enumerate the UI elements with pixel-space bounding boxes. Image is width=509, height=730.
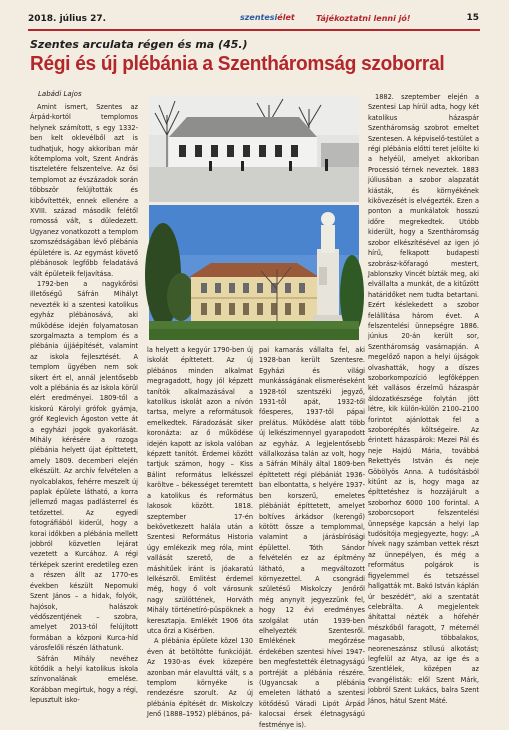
article-column-1: [30, 102, 138, 708]
article-column-4: [368, 92, 479, 708]
page-header: [0, 0, 509, 34]
header-divider: [28, 29, 480, 31]
photo-new-parish-trinity-statue: [149, 205, 359, 340]
paragraph: 1792-ben a nagykőrösi illetőségű Sáfrán Mihályt nevezték ki a szentesi katolikus egyház plébánosává, aki működése idején folyamatosan szorgalmazta a templom és a plébánia újjáépítését, valamint az iskola fejlesztését. A templom ügyében nem sok sikert ért el, annál jelentősebb volt a plébánia és az iskola körül elért eredményei. 1809-től a kiskorú Károlyi grófok gyámja, gróf Keglevich Ágoston vette át a egyházi jogok gyakorlását. Mihály kérésére a rozoga plébánia helyett újat építtetett, amely 1809. decemberi elején elkészült. Az archív felvételen a nyolcablakos, fehérre meszelt új paplak épülete látható, a korra jellemző magas padlásterrel és tetőzettel. Az egyedi fotográfiából kiderül, hogy a korai időkben a plébánia mellett jobbról közvetlen lejárat vezetett a Kurcához. A régi térképek szerint eredetileg ezen a részen állt az 1770-es években készült Nepomuki Szent János – a hidak, folyók, hajósok, halászok védőszentjének – szobra, amelyet 2013-tól felújított formában a közponi Kurca-híd városfelőli részén láthatunk.: [30, 279, 138, 653]
paragraph: la helyett a kegyúr 1790-ben új iskolát építtetett. Az új plébános minden alkalmat megragadott, hogy jól képzett tanítók alkalmazásával a katolikus iskolát azon a nívón tartsa, melyre a reformátusok emelkedtek. Fáradozását siker koronázta: az ő működése idején kapott az iskola valóban képzett tanítót. Érdemei között tartjuk számon, hogy – Kiss Bálint református lelkésszel karöltve – békességet teremtett a katolikus és református lakosok között. 1818. szeptember 17-én bekövetkezett halála után a Szentesi Református Historia úgy emlékezik meg róla, mint vallását szerető, de a máshitűek iránt is jóakaratú lelkészről. Emlitést érdemel még, hogy ő volt városunk nagy szülöttének, Horváth Mihály történetíró-püspöknek a keresztapja. Emlékét 1906 óta utca őrzi a Kisérben.: [147, 346, 253, 635]
paragraph: A plébánia épülete közel 130 éven át betöltötte funkcióját. Az 1930-as évek közepére azonban már elavulttá vált, s a templom környéke is rendezésre szorult. Az új plébánia építését dr. Miskolczy Jenő (1888–1952) plébános, pá-: [147, 637, 253, 719]
paragraph: Sáfrán Mihály nevéhez kötődik a helyi katolikus iskola színvonalának emelése. Korábban megírtuk, hogy a régi, lepusztult isko-: [30, 654, 138, 705]
article-author: Labádi Lajos: [38, 90, 82, 98]
logo-accent: élet: [277, 13, 295, 22]
series-kicker: Szentes arculata régen és ma (45.): [30, 38, 248, 51]
article-title: Régi és új plébánia a Szentháromság szoborral: [30, 52, 445, 75]
paragraph: 1882. szeptember elején a Szentesi Lap hírül adta, hogy két katolikus házaspár Szentháromság szobrot emeltet Szentesen. A képviselő-testület a régi plébánia előtti teret jelölte ki a helyéül, amelyet akkoriban Processió térnek neveztek. 1883 júliusában a szobor alapzatát kiásták, és környékének kikövezését is elvégezték. Ezen a ponton a munkálatok hosszú időre megrekedtek. Utóbb kiderült, hogy a Szentháromság szobor elkészítésével az igen jó hírű, felkapott budapesti szobrász-kőfaragó mestert, Jablonszky Vincét bízták meg, aki elvállalta a munkát, de a kitűzött határidőket nem tudta betartani. Ezért késlekedett a szobor felállítása három évet. A felszentelési ünnepségre 1886. június 20-án került sor, Szentháromság vasárnapján. A megelőző napon a helyi újságok olvashatták, hogy a díszes szoborkompozíció legfőképpen két vallásos érzelmű házaspár áldozatkészsége folytán jött létre, kik külön-külön 2100–2100 forintot ajánlottak fel a szoborépítés költségeire. Az érintett házaspárok: Mezei Pál és neje Hajdú Mária, továbbá Rekettyés István és neje Göbölyös Anna. A tudósításból kitűnt az is, hogy maga az építtetéshez is hozzájárult a szoborhoz 6000 100 forintal. A szoborcsoport felszentelési ünnepsége kapcsán a helyi lap tudósítója megjegyezte, hogy: „A hívek nagy számban vettek részt az ünnepélyen, és még a református polgárok is figyelemmel és tetszéssel hallgatták mt. Bakó István káplán úr beszédét", aki a szentatát celebrálta. A megjelentek áhítattal nézték a hófehér mészkőből faragott, 7 méternél magasabb, többalakos, neoreneszánsz stílusú alkotást; legfelül az Atya, az ige és a Szentlélek, középen az evangélisták: elől Szent Márk, jobbról Szent Lukács, balra Szent János, hátul Szent Máté.: [368, 93, 479, 705]
new-parish-illustration: [149, 205, 359, 340]
paragraph: Amint ismert, Szentes az Árpád-kortól templomos helynek számított, s egy 1332-ben kelt oklevélből azt is tudhatjuk, hogy akkoriban már kőtemploma volt, Szent András tiszteletére felszentelve. Az ősi templomot az évszázadok során többször felújították és kibővítették, ennek ellenére a XVIII. század második felétől romossá vált, s düledezett. Ugyanez vonatkozott a templom szomszédságában lévő plébánia épületére is. Az egymást követő plébánosok legfőbb feladatává vált épületeik feljavítása.: [30, 103, 138, 278]
old-parish-illustration: [149, 95, 359, 202]
issue-date: 2018. július 27.: [28, 14, 107, 24]
newspaper-slogan: Tájékoztatni lenni jó!: [316, 14, 411, 23]
logo-main: szentesi: [240, 13, 278, 22]
article-column-3: [259, 345, 365, 729]
archive-photo-old-parish: [149, 95, 359, 202]
newspaper-logo: [240, 13, 295, 22]
article-column-2: [147, 345, 253, 719]
paragraph: pai kamarás vállalta fel, aki 1928-ban került Szentesre. Egyházi és világi munkásságának elismeréseként 1928-tól szentszéki jegyző, 1931-től apát, 1932-től főesperes, 1937-től pápai prelátus. Működése alatt több új lelkészimennyel gyarapodott az egyház. A legjelentősebb vállalkozása talán az volt, hogy a Sáfrán Mihály által 1809-ben építtetett régi plébániát 1936-ban elbontatta, s helyére 1937-ben korszerű, emeletes plébániát építtetett, amelyet boltíves árkádsor (kerengő) kötött össze a templommal, valamint a járásbírósági épülettel. Tóth Sándor felvételén ez az építmény látható, a megváltozott környezettel. A csongrádi születésű Miskolczy Jenőről még anynyit jegyezzünk fel, hogy 12 évi eredményes szolgálat után 1939-ben elhelyezték Szentesről. Emlékének megőrzése érdekében szentesi hívei 1947-ben megfestették életnagyságú portréját a plébánia részére. (Ugyancsak a plébánia emeleten látható a szentesi kötődésű Váradi Lipót Árpád kalocsai érsek életnagyságú festménye is).: [259, 346, 365, 729]
page-number: 15: [466, 13, 479, 23]
